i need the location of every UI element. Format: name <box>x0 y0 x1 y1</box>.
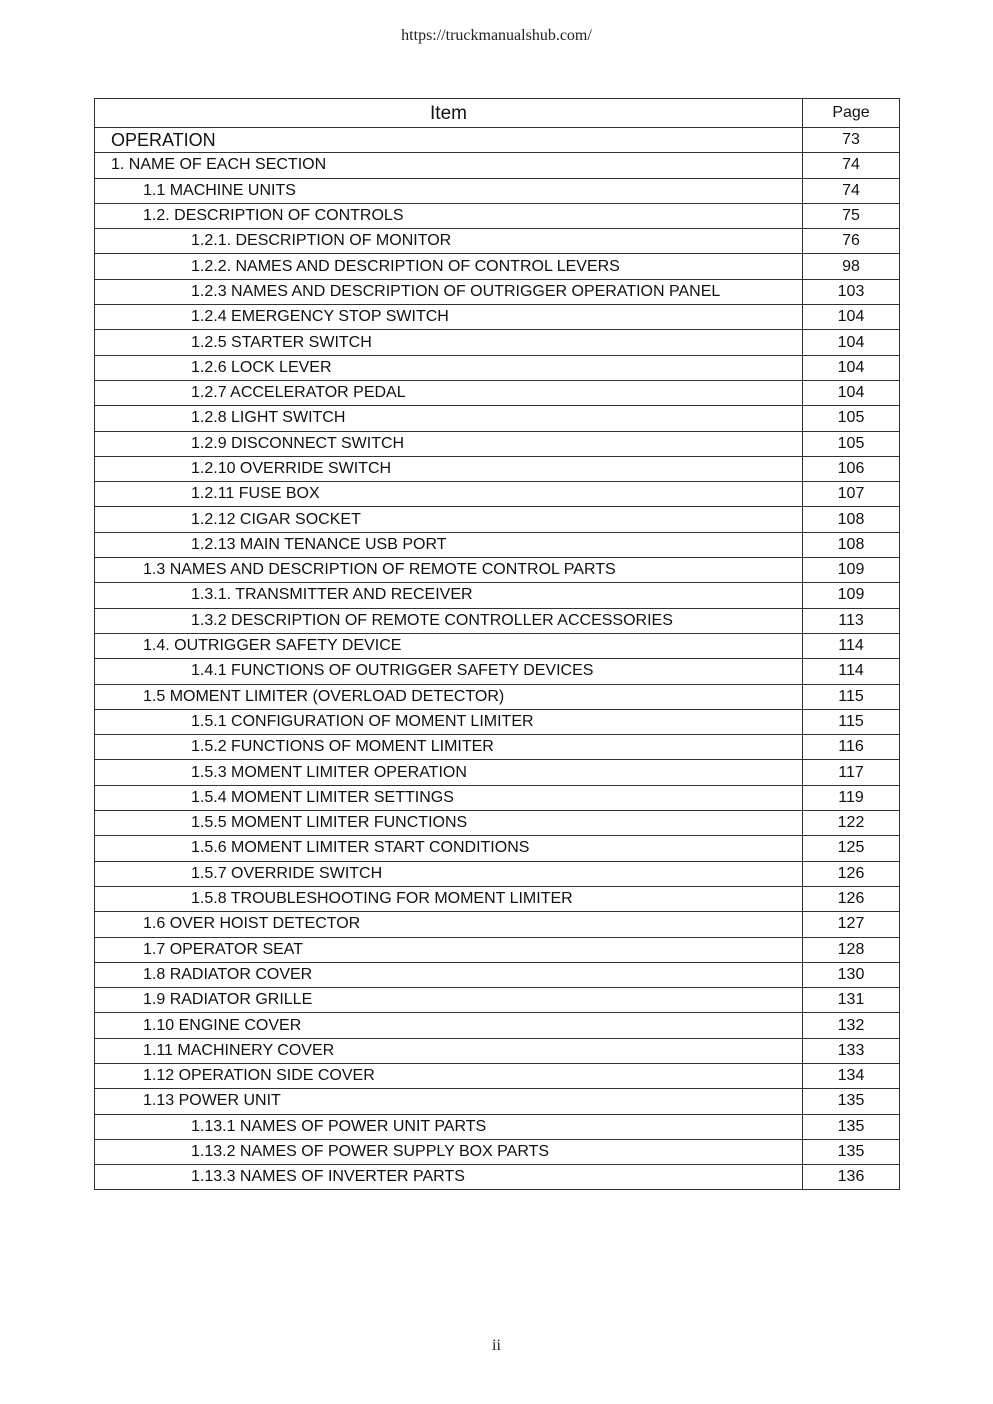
toc-row <box>95 380 900 405</box>
toc-row <box>95 988 900 1013</box>
toc-entry-page: 128 <box>803 937 900 962</box>
toc-entry-title: 1.5.8 TROUBLESHOOTING FOR MOMENT LIMITER <box>95 886 803 911</box>
toc-entry-page: 131 <box>803 988 900 1013</box>
toc-entry-title: 1.12 OPERATION SIDE COVER <box>95 1063 803 1088</box>
toc-entry-title: 1.4. OUTRIGGER SAFETY DEVICE <box>95 633 803 658</box>
toc-entry-page: 109 <box>803 583 900 608</box>
toc-entry-page: 135 <box>803 1139 900 1164</box>
toc-row <box>95 1165 900 1190</box>
toc-entry-page: 104 <box>803 355 900 380</box>
toc-row <box>95 633 900 658</box>
toc-entry-page: 125 <box>803 836 900 861</box>
toc-entry-title: 1.5.4 MOMENT LIMITER SETTINGS <box>95 785 803 810</box>
toc-row <box>95 684 900 709</box>
toc-entry-title: 1.2.13 MAIN TENANCE USB PORT <box>95 532 803 557</box>
toc-entry-title: 1.13.2 NAMES OF POWER SUPPLY BOX PARTS <box>95 1139 803 1164</box>
toc-entry-page: 135 <box>803 1114 900 1139</box>
toc-entry-title: 1.11 MACHINERY COVER <box>95 1038 803 1063</box>
toc-row <box>95 912 900 937</box>
toc-entry-title: 1.2.3 NAMES AND DESCRIPTION OF OUTRIGGER OPERATION PANEL <box>95 279 803 304</box>
toc-row <box>95 482 900 507</box>
toc-row <box>95 330 900 355</box>
toc-entry-page: 132 <box>803 1013 900 1038</box>
toc-body <box>95 128 900 1190</box>
toc-entry-title: 1. NAME OF EACH SECTION <box>95 153 803 178</box>
toc-entry-page: 98 <box>803 254 900 279</box>
toc-row <box>95 558 900 583</box>
toc-row <box>95 608 900 633</box>
toc-entry-page: 136 <box>803 1165 900 1190</box>
toc-row <box>95 203 900 228</box>
toc-entry-title: 1.2.4 EMERGENCY STOP SWITCH <box>95 305 803 330</box>
toc-row <box>95 1013 900 1038</box>
toc-entry-title: 1.5 MOMENT LIMITER (OVERLOAD DETECTOR) <box>95 684 803 709</box>
toc-row <box>95 886 900 911</box>
toc-entry-title: OPERATION <box>95 128 803 153</box>
toc-entry-title: 1.6 OVER HOIST DETECTOR <box>95 912 803 937</box>
toc-row <box>95 861 900 886</box>
toc-entry-title: 1.3 NAMES AND DESCRIPTION OF REMOTE CONTROL PARTS <box>95 558 803 583</box>
toc-entry-title: 1.5.5 MOMENT LIMITER FUNCTIONS <box>95 811 803 836</box>
toc-entry-title: 1.2.9 DISCONNECT SWITCH <box>95 431 803 456</box>
toc-entry-title: 1.9 RADIATOR GRILLE <box>95 988 803 1013</box>
toc-entry-page: 109 <box>803 558 900 583</box>
toc-entry-page: 127 <box>803 912 900 937</box>
toc-entry-page: 106 <box>803 456 900 481</box>
toc-entry-title: 1.3.1. TRANSMITTER AND RECEIVER <box>95 583 803 608</box>
toc-entry-page: 108 <box>803 507 900 532</box>
toc-entry-title: 1.10 ENGINE COVER <box>95 1013 803 1038</box>
toc-row <box>95 229 900 254</box>
toc-entry-page: 116 <box>803 735 900 760</box>
toc-entry-title: 1.2.1. DESCRIPTION OF MONITOR <box>95 229 803 254</box>
toc-entry-page: 104 <box>803 305 900 330</box>
toc-entry-page: 104 <box>803 330 900 355</box>
toc-entry-page: 105 <box>803 431 900 456</box>
toc-row <box>95 659 900 684</box>
toc-row <box>95 178 900 203</box>
toc-row <box>95 583 900 608</box>
toc-entry-title: 1.2.8 LIGHT SWITCH <box>95 406 803 431</box>
item-column-header: Item <box>95 99 803 128</box>
toc-entry-title: 1.2. DESCRIPTION OF CONTROLS <box>95 203 803 228</box>
toc-row <box>95 709 900 734</box>
toc-entry-title: 1.2.6 LOCK LEVER <box>95 355 803 380</box>
toc-row <box>95 1139 900 1164</box>
toc-entry-page: 103 <box>803 279 900 304</box>
toc-entry-page: 122 <box>803 811 900 836</box>
toc-row <box>95 431 900 456</box>
toc-entry-page: 126 <box>803 861 900 886</box>
toc-entry-title: 1.1 MACHINE UNITS <box>95 178 803 203</box>
page-number: ii <box>492 1337 501 1354</box>
toc-row <box>95 406 900 431</box>
toc-entry-page: 117 <box>803 760 900 785</box>
toc-row <box>95 1038 900 1063</box>
toc-row <box>95 254 900 279</box>
toc-entry-page: 114 <box>803 633 900 658</box>
toc-entry-title: 1.13 POWER UNIT <box>95 1089 803 1114</box>
toc-entry-title: 1.8 RADIATOR COVER <box>95 962 803 987</box>
toc-row <box>95 1089 900 1114</box>
toc-entry-title: 1.2.7 ACCELERATOR PEDAL <box>95 380 803 405</box>
toc-row <box>95 305 900 330</box>
toc-entry-page: 126 <box>803 886 900 911</box>
toc-row <box>95 735 900 760</box>
toc-entry-title: 1.5.1 CONFIGURATION OF MOMENT LIMITER <box>95 709 803 734</box>
toc-entry-page: 133 <box>803 1038 900 1063</box>
toc-entry-page: 74 <box>803 153 900 178</box>
toc-entry-page: 115 <box>803 684 900 709</box>
toc-row <box>95 507 900 532</box>
toc-entry-page: 108 <box>803 532 900 557</box>
page-header-url: https://truckmanualshub.com/ <box>401 27 592 44</box>
toc-entry-title: 1.2.5 STARTER SWITCH <box>95 330 803 355</box>
toc-row <box>95 1114 900 1139</box>
toc-entry-page: 105 <box>803 406 900 431</box>
toc-entry-page: 76 <box>803 229 900 254</box>
toc-entry-title: 1.5.7 OVERRIDE SWITCH <box>95 861 803 886</box>
toc-row <box>95 456 900 481</box>
toc-entry-title: 1.5.3 MOMENT LIMITER OPERATION <box>95 760 803 785</box>
toc-entry-page: 119 <box>803 785 900 810</box>
toc-entry-page: 74 <box>803 178 900 203</box>
toc-row <box>95 153 900 178</box>
toc-entry-page: 113 <box>803 608 900 633</box>
toc-entry-title: 1.3.2 DESCRIPTION OF REMOTE CONTROLLER ACCESSORIES <box>95 608 803 633</box>
toc-entry-title: 1.5.2 FUNCTIONS OF MOMENT LIMITER <box>95 735 803 760</box>
toc-entry-page: 73 <box>803 128 900 153</box>
toc-row <box>95 811 900 836</box>
toc-header-row <box>95 99 900 128</box>
toc-entry-page: 75 <box>803 203 900 228</box>
toc-row <box>95 836 900 861</box>
toc-row <box>95 532 900 557</box>
toc-entry-title: 1.2.12 CIGAR SOCKET <box>95 507 803 532</box>
toc-entry-page: 104 <box>803 380 900 405</box>
toc-row <box>95 355 900 380</box>
toc-row <box>95 1063 900 1088</box>
toc-entry-page: 114 <box>803 659 900 684</box>
toc-entry-page: 130 <box>803 962 900 987</box>
toc-row <box>95 937 900 962</box>
toc-row <box>95 279 900 304</box>
toc-entry-page: 135 <box>803 1089 900 1114</box>
toc-row <box>95 785 900 810</box>
toc-entry-title: 1.13.1 NAMES OF POWER UNIT PARTS <box>95 1114 803 1139</box>
page-column-header: Page <box>803 99 900 128</box>
table-of-contents <box>94 98 900 1190</box>
toc-entry-title: 1.2.11 FUSE BOX <box>95 482 803 507</box>
toc-entry-page: 115 <box>803 709 900 734</box>
toc-entry-title: 1.5.6 MOMENT LIMITER START CONDITIONS <box>95 836 803 861</box>
toc-entry-page: 107 <box>803 482 900 507</box>
toc-entry-title: 1.13.3 NAMES OF INVERTER PARTS <box>95 1165 803 1190</box>
toc-row <box>95 760 900 785</box>
toc-entry-title: 1.4.1 FUNCTIONS OF OUTRIGGER SAFETY DEVICES <box>95 659 803 684</box>
toc-row <box>95 128 900 153</box>
toc-row <box>95 962 900 987</box>
toc-entry-title: 1.7 OPERATOR SEAT <box>95 937 803 962</box>
toc-entry-title: 1.2.2. NAMES AND DESCRIPTION OF CONTROL LEVERS <box>95 254 803 279</box>
toc-entry-page: 134 <box>803 1063 900 1088</box>
toc-entry-title: 1.2.10 OVERRIDE SWITCH <box>95 456 803 481</box>
